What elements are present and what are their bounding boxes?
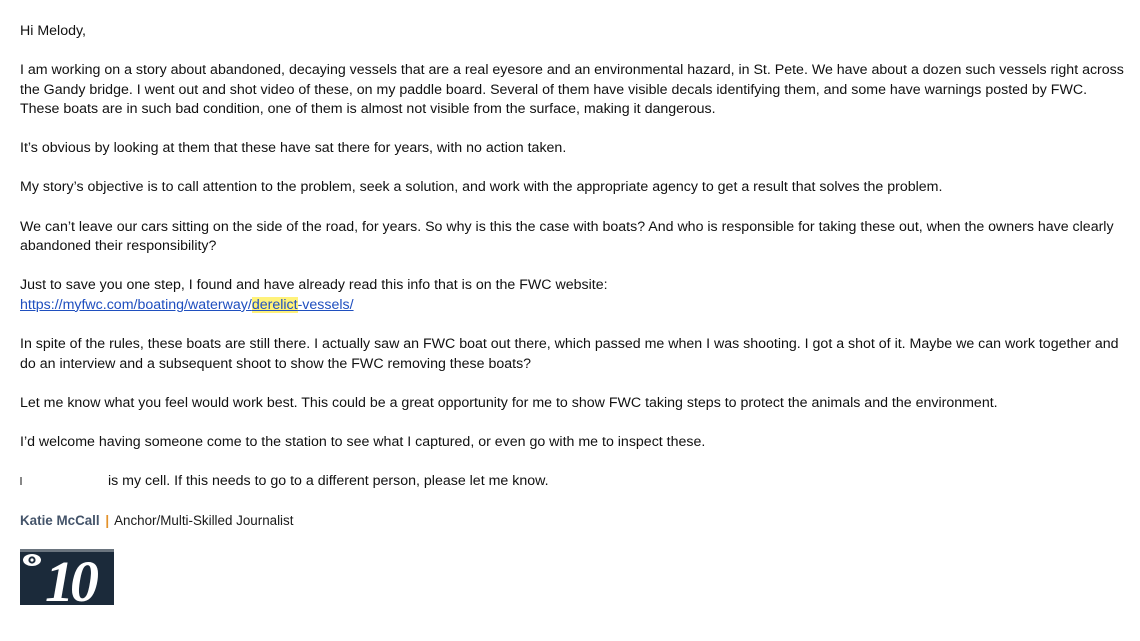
link-text-start: https://myfwc.com/boating/waterway/ xyxy=(20,296,252,313)
email-signature xyxy=(20,512,293,530)
signature-title: Anchor/Multi-Skilled Journalist xyxy=(114,513,294,528)
signature-name: Katie McCall xyxy=(20,513,100,528)
redacted-phone-number xyxy=(20,473,104,487)
link-highlighted-word: derelict xyxy=(251,296,298,313)
paragraph-opportunity: Let me know what you feel would work best. This could be a great opportunity for me to show FWC taking steps to protect the animals and the environment. xyxy=(20,394,998,411)
paragraph-rules: In spite of the rules, these boats are still there. I actually saw an FWC boat out there, which passed me when I was shooting. I got a shot of it. Maybe we can work together and do an interview and a subsequent shoot to show the FWC removing these boats? xyxy=(20,335,1119,372)
paragraph-fwc-website xyxy=(20,276,1128,315)
email-body xyxy=(20,22,1128,511)
logo-number-text: 10 xyxy=(45,549,95,605)
fwc-derelict-vessels-link[interactable] xyxy=(20,297,354,313)
station-10-logo xyxy=(20,549,114,605)
fwc-website-text: Just to save you one step, I found and have already read this info that is on the FWC website: xyxy=(20,277,608,294)
paragraph-cars-comparison: We can’t leave our cars sitting on the side of the road, for years. So why is this the case with boats? And who is responsible for taking these out, when the owners have clearly abandoned their responsibility? xyxy=(20,218,1114,255)
paragraph-cell xyxy=(20,472,1128,492)
paragraph-no-action: It’s obvious by looking at them that these have sat there for years, with no action taken. xyxy=(20,140,567,157)
cell-text: is my cell. If this needs to go to a different person, please let me know. xyxy=(104,472,549,489)
paragraph-welcome-visit: I’d welcome having someone come to the station to see what I captured, or even go with me to inspect these. xyxy=(20,433,706,450)
greeting: Hi Melody, xyxy=(20,23,86,39)
link-text-end: -vessels/ xyxy=(297,296,354,313)
signature-separator: | xyxy=(105,513,110,528)
cbs-eye-icon xyxy=(20,549,114,605)
paragraph-story-intro: I am working on a story about abandoned, decaying vessels that are a real eyesore and an environmental hazard, in St. Pete. We have about a dozen such vessels right across the Gandy bridge. I went out and shot video of these, on my paddle board. Several of them have visible decals identifying them, and some have warnings posted by FWC. These boats are in such bad condition, one of them is almost not visible from the surface, making it dangerous. xyxy=(20,62,1124,118)
paragraph-objective: My story’s objective is to call attention to the problem, seek a solution, and work with the appropriate agency to get a result that solves the problem. xyxy=(20,179,943,196)
